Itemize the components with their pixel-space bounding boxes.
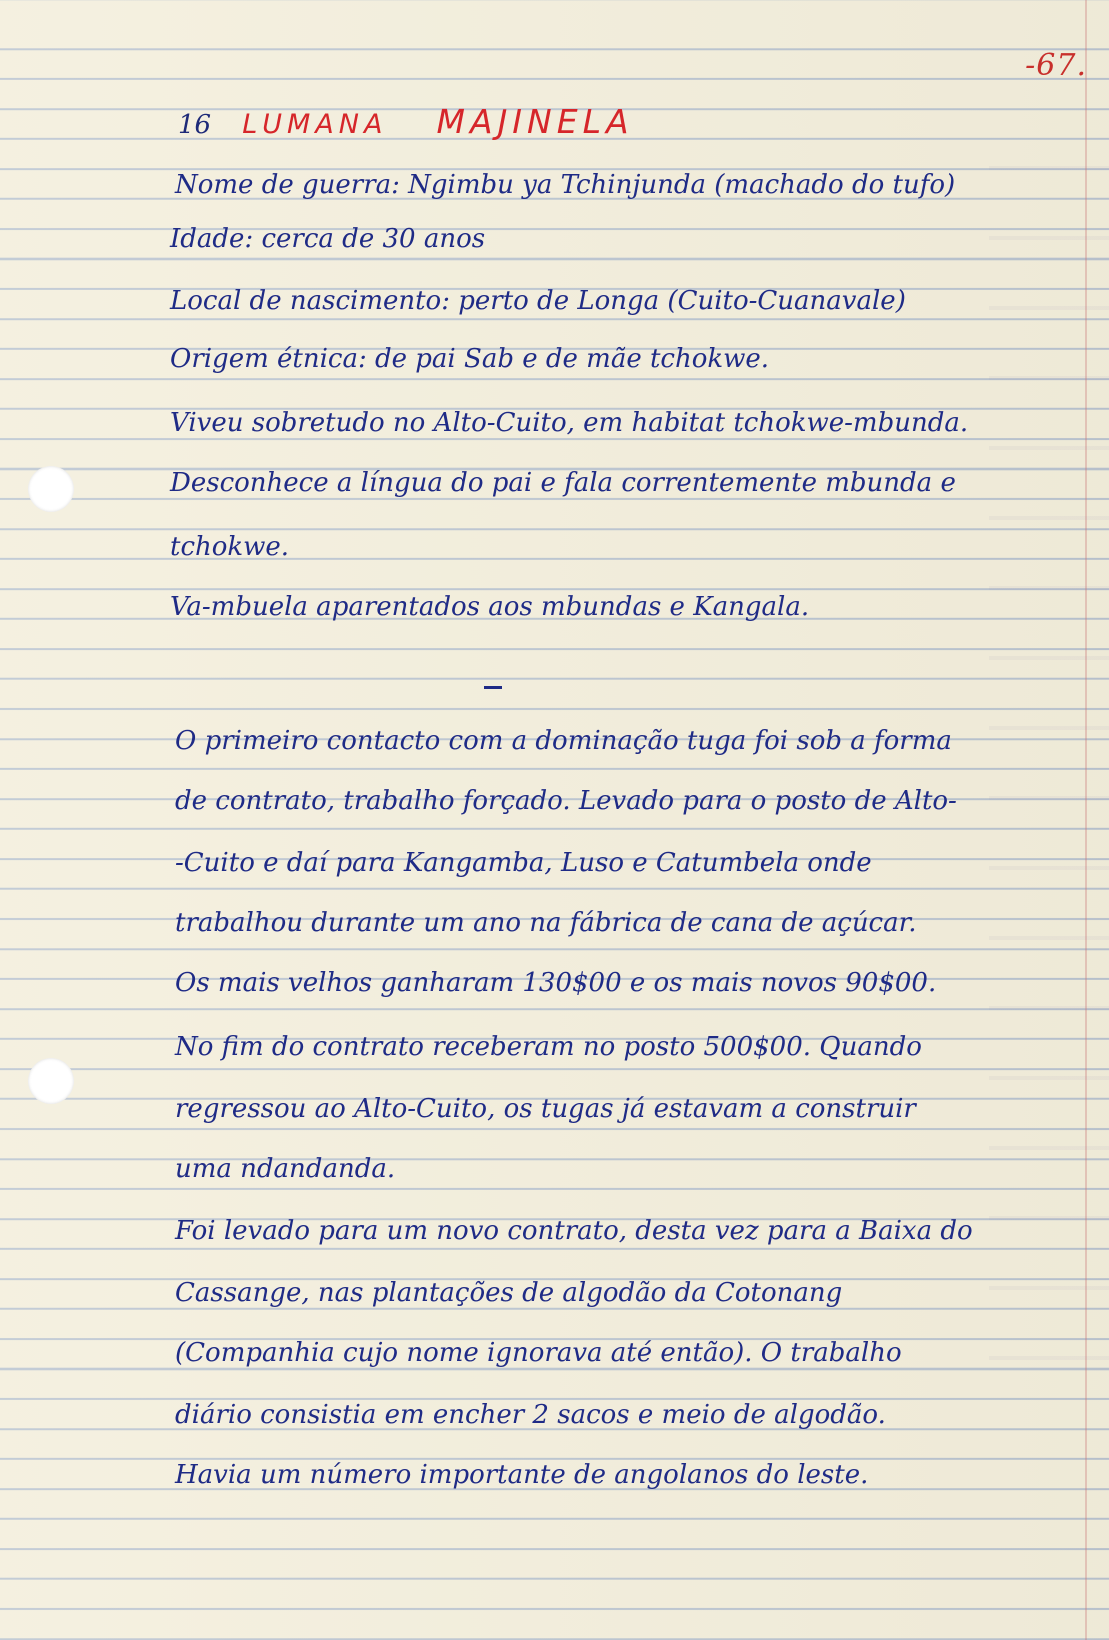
line-worked: trabalhou durante um ano na fábrica de cana de açúcar. bbox=[175, 908, 917, 938]
punch-hole-lower bbox=[28, 1058, 74, 1104]
entry-header bbox=[178, 102, 634, 141]
line-new-contract: Foi levado para um novo contrato, desta vez para a Baixa do bbox=[175, 1216, 973, 1246]
line-lived: Viveu sobretudo no Alto-Cuito, em habitat tchokwe-mbunda. bbox=[170, 408, 969, 438]
title-first-name: LUMANA bbox=[242, 109, 388, 140]
line-angolans: Havia um número importante de angolanos do leste. bbox=[175, 1460, 869, 1490]
line-language: Desconhece a língua do pai e fala correntemente mbunda e bbox=[170, 468, 956, 498]
entry-number: 16 bbox=[178, 110, 212, 140]
line-returned: regressou ao Alto-Cuito, os tugas já estavam a construir bbox=[175, 1094, 916, 1124]
line-age: Idade: cerca de 30 anos bbox=[170, 224, 486, 254]
section-divider bbox=[484, 686, 502, 689]
line-va-mbuela: Va-mbuela aparentados aos mbundas e Kangala. bbox=[170, 592, 810, 622]
line-end-contract: No fim do contrato receberam no posto 500$00. Quando bbox=[175, 1032, 922, 1062]
line-company: (Companhia cujo nome ignorava até então). O trabalho bbox=[175, 1338, 902, 1368]
title-second-name: MAJINELA bbox=[436, 102, 634, 141]
page-number: -67. bbox=[1025, 48, 1087, 83]
line-ethnic-origin: Origem étnica: de pai Sab e de mãe tchokwe. bbox=[170, 344, 770, 374]
line-cassange: Cassange, nas plantações de algodão da Cotonang bbox=[175, 1278, 843, 1308]
margin-line bbox=[1085, 0, 1087, 1640]
line-birthplace: Local de nascimento: perto de Longa (Cuito-Cuanavale) bbox=[170, 286, 906, 316]
line-language-cont: tchokwe. bbox=[170, 532, 290, 562]
line-daily-work: diário consistia em encher 2 sacos e meio de algodão. bbox=[175, 1400, 886, 1430]
line-war-name: Nome de guerra: Ngimbu ya Tchinjunda (machado do tufo) bbox=[175, 170, 956, 200]
line-wages: Os mais velhos ganharam 130$00 e os mais novos 90$00. bbox=[175, 968, 937, 998]
punch-hole-upper bbox=[28, 466, 74, 512]
line-contract: de contrato, trabalho forçado. Levado para o posto de Alto- bbox=[175, 786, 957, 816]
line-ndandanda: uma ndandanda. bbox=[175, 1154, 396, 1184]
line-cuito: -Cuito e daí para Kangamba, Luso e Catumbela onde bbox=[175, 848, 872, 878]
line-first-contact: O primeiro contacto com a dominação tuga foi sob a forma bbox=[175, 726, 952, 756]
bleed-through-texture bbox=[989, 100, 1109, 1400]
